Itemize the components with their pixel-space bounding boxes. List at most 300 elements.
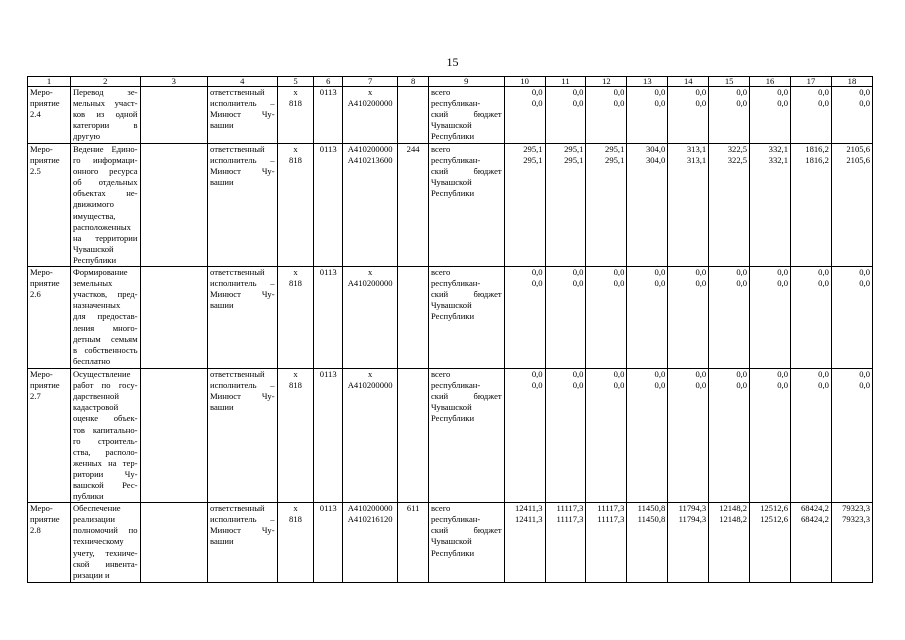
amount-value: 0,0 <box>859 369 870 380</box>
amount-value: 304,0 <box>645 155 666 166</box>
cell-line: Чувашской <box>430 300 472 311</box>
cell-line: Республики <box>430 188 475 199</box>
amount-cell <box>545 144 586 267</box>
amount-value: 0,0 <box>654 369 666 380</box>
cell-line: категории в <box>72 120 138 131</box>
amount-value: 11117,3 <box>556 503 584 514</box>
cell-line: ответственный <box>210 369 265 380</box>
amount-cell <box>504 144 545 267</box>
cell-line: Республики <box>430 311 475 322</box>
amount-value: 0,0 <box>777 267 788 278</box>
cell-line: ков из одной <box>72 109 138 120</box>
cell-line: онного ресурса <box>72 166 138 177</box>
activity-id-cell <box>28 369 71 503</box>
section-cell <box>314 503 343 583</box>
cell-line: всего <box>430 267 451 278</box>
cell-line: республикан- <box>430 278 481 289</box>
activity-id-cell <box>28 87 71 144</box>
cell-line: дарственной <box>72 391 119 402</box>
amount-value: 12148,2 <box>719 514 748 525</box>
cell-line: исполнитель – <box>210 155 275 166</box>
amount-value: 0,0 <box>818 369 829 380</box>
column-number-header <box>28 77 873 87</box>
cell-line: имущества, <box>72 210 116 221</box>
cell-line: Меро- <box>30 503 53 514</box>
amount-value: 0,0 <box>736 87 748 97</box>
amount-cell <box>504 503 545 583</box>
amount-value: 295,1 <box>564 144 584 154</box>
amount-value: 0,0 <box>572 98 584 109</box>
cell-line: 2.5 <box>30 166 41 177</box>
cell-line: вашской Рес- <box>72 479 138 490</box>
cell-line: ответственный <box>210 267 265 278</box>
cell-line: Меро- <box>30 369 53 380</box>
cell-line: x <box>293 267 298 278</box>
cell-line: ский бюджет <box>430 109 502 120</box>
amount-value: 0,0 <box>572 87 584 97</box>
funding-source-cell <box>428 87 504 144</box>
cell-line: 818 <box>289 98 302 109</box>
cell-line: ский бюджет <box>430 525 502 536</box>
amount-value: 79323,3 <box>842 514 870 525</box>
amount-value: 12148,2 <box>719 503 748 514</box>
cell-line: реализации <box>72 514 115 525</box>
amount-value: 332,1 <box>768 155 788 166</box>
code-cell <box>277 369 314 503</box>
cell-line: детным семьям <box>72 333 138 344</box>
cell-line: республикан- <box>430 380 481 391</box>
amount-value: 0,0 <box>818 278 829 289</box>
activity-name-cell <box>70 267 140 369</box>
cell-line: 0113 <box>319 267 337 278</box>
cell-line: Меро- <box>30 144 53 154</box>
amount-value: 0,0 <box>736 369 748 380</box>
table-row <box>28 503 873 583</box>
cell-line: кадастровой <box>72 402 119 413</box>
amount-value: 295,1 <box>523 144 543 154</box>
cell-line: ритории Чу- <box>72 468 138 479</box>
header-cell: 13 <box>627 77 668 87</box>
amount-value: 0,0 <box>572 380 584 391</box>
amount-cell <box>627 369 668 503</box>
amount-cell <box>831 369 872 503</box>
amount-cell <box>750 87 791 144</box>
target-article-cell <box>343 87 398 144</box>
amount-value: 0,0 <box>531 98 543 109</box>
header-cell: 10 <box>504 77 545 87</box>
amount-value: 0,0 <box>777 87 788 97</box>
amount-cell <box>627 503 668 583</box>
cell-line: приятие <box>30 98 60 109</box>
target-article-cell <box>343 267 398 369</box>
section-cell <box>314 369 343 503</box>
amount-value: 2105,6 <box>846 144 870 154</box>
amount-value: 0,0 <box>859 380 870 391</box>
cell-line: Чувашской <box>430 177 472 188</box>
amount-value: 0,0 <box>531 87 543 97</box>
cell-line: А410200000 <box>347 380 393 391</box>
amount-value: 0,0 <box>859 267 870 278</box>
cell-line: приятие <box>30 278 60 289</box>
amount-cell <box>545 369 586 503</box>
amount-value: 68424,2 <box>800 514 829 525</box>
cell-line: Республики <box>430 413 475 424</box>
cell-line: вашии <box>210 120 234 131</box>
cell-line: 2.4 <box>30 109 41 120</box>
amount-cell <box>586 267 627 369</box>
amount-value: 11117,3 <box>597 514 625 525</box>
amount-cell <box>545 87 586 144</box>
section-cell <box>314 144 343 267</box>
amount-value: 0,0 <box>531 267 543 278</box>
cell-line: 2.6 <box>30 289 41 300</box>
cell-line: Минюст Чу- <box>210 289 275 300</box>
cell-line: всего <box>430 144 451 154</box>
cell-line: приятие <box>30 380 60 391</box>
amount-value: 322,5 <box>727 155 748 166</box>
activity-id-cell <box>28 267 71 369</box>
amount-value: 11450,8 <box>637 503 666 514</box>
header-cell: 15 <box>709 77 750 87</box>
funding-source-cell <box>428 267 504 369</box>
funding-source-cell <box>428 144 504 267</box>
amount-value: 0,0 <box>613 278 625 289</box>
cell-line: мельных участ- <box>72 98 138 109</box>
cell-line: Республики <box>430 131 475 142</box>
executor-cell <box>208 503 278 583</box>
executor-cell <box>208 369 278 503</box>
cell-line: учету, техниче- <box>72 547 138 558</box>
expense-type-cell <box>398 144 429 267</box>
section-cell <box>314 87 343 144</box>
amount-cell <box>831 144 872 267</box>
amount-cell <box>586 87 627 144</box>
empty-cell <box>140 267 208 369</box>
cell-line: 818 <box>289 278 302 289</box>
cell-line: ской инвента- <box>72 558 138 569</box>
amount-cell <box>750 144 791 267</box>
amount-value: 0,0 <box>654 87 666 97</box>
amount-cell <box>791 503 832 583</box>
cell-line: на территории <box>72 232 138 243</box>
amount-cell <box>709 503 750 583</box>
amount-value: 0,0 <box>531 278 543 289</box>
cell-line: 611 <box>406 503 420 514</box>
cell-line: республикан- <box>430 155 481 166</box>
cell-line: ризации и <box>72 569 110 580</box>
amount-value: 0,0 <box>859 98 870 109</box>
activity-id-cell <box>28 503 71 583</box>
amount-value: 12411,3 <box>514 503 543 514</box>
cell-line: Формирование <box>72 267 128 278</box>
amount-value: 0,0 <box>531 380 543 391</box>
cell-line: Чувашской <box>430 536 472 547</box>
header-cell: 3 <box>140 77 208 87</box>
amount-value: 0,0 <box>736 98 748 109</box>
cell-line: го строитель- <box>72 435 138 446</box>
cell-line: Ведение Едино- <box>72 144 138 154</box>
cell-line: исполнитель – <box>210 278 275 289</box>
header-cell: 14 <box>668 77 709 87</box>
amount-cell <box>831 503 872 583</box>
cell-line: работ по госу- <box>72 380 138 391</box>
table-row <box>28 369 873 503</box>
amount-cell <box>504 267 545 369</box>
amount-value: 1816,2 <box>805 155 829 166</box>
header-cell: 16 <box>750 77 791 87</box>
header-cell: 9 <box>428 77 504 87</box>
cell-line: Минюст Чу- <box>210 391 275 402</box>
cell-line: объектах не- <box>72 188 138 199</box>
cell-line: А410216120 <box>347 514 393 525</box>
cell-line: ский бюджет <box>430 391 502 402</box>
cell-line: движимого <box>72 199 114 210</box>
cell-line: бесплатно <box>72 355 111 366</box>
amount-value: 0,0 <box>777 369 788 380</box>
amount-value: 313,1 <box>686 155 707 166</box>
amount-value: 0,0 <box>777 380 788 391</box>
funding-source-cell <box>428 369 504 503</box>
cell-line: тов капитально- <box>72 424 138 435</box>
amount-value: 0,0 <box>818 267 829 278</box>
amount-cell <box>586 144 627 267</box>
cell-line: Республики <box>430 547 475 558</box>
target-article-cell <box>343 144 398 267</box>
cell-line: 818 <box>289 155 302 166</box>
cell-line: го информаци- <box>72 155 138 166</box>
cell-line: всего <box>430 503 451 514</box>
cell-line: 818 <box>289 380 302 391</box>
table-row <box>28 144 873 267</box>
cell-line: x <box>368 369 373 380</box>
activity-id-cell <box>28 144 71 267</box>
amount-value: 0,0 <box>695 267 707 278</box>
amount-cell <box>791 87 832 144</box>
header-cell: 17 <box>791 77 832 87</box>
amount-value: 313,1 <box>686 144 707 154</box>
header-cell: 12 <box>586 77 627 87</box>
cell-line: всего <box>430 87 451 97</box>
amount-cell <box>831 267 872 369</box>
cell-line: Минюст Чу- <box>210 109 275 120</box>
amount-value: 0,0 <box>818 380 829 391</box>
amount-cell <box>504 369 545 503</box>
amount-cell <box>750 369 791 503</box>
cell-line: для предостав- <box>72 311 138 322</box>
cell-line: женных на тер- <box>72 457 138 468</box>
cell-line: ответственный <box>210 503 265 514</box>
cell-line: x <box>368 267 373 278</box>
header-cell: 18 <box>831 77 872 87</box>
cell-line: вашии <box>210 177 234 188</box>
empty-cell <box>140 144 208 267</box>
amount-cell <box>831 87 872 144</box>
amount-cell <box>586 369 627 503</box>
amount-cell <box>709 144 750 267</box>
amount-cell <box>668 267 709 369</box>
cell-line: земельных <box>72 278 113 289</box>
cell-line: Меро- <box>30 87 53 97</box>
amount-cell <box>791 369 832 503</box>
amount-cell <box>791 144 832 267</box>
budget-table <box>27 76 873 583</box>
cell-line: оценке объек- <box>72 413 138 424</box>
amount-value: 12411,3 <box>514 514 543 525</box>
amount-value: 295,1 <box>564 155 584 166</box>
activity-name-cell <box>70 87 140 144</box>
cell-line: Минюст Чу- <box>210 525 275 536</box>
activity-name-cell <box>70 369 140 503</box>
amount-value: 79323,3 <box>842 503 870 514</box>
amount-value: 0,0 <box>736 380 748 391</box>
executor-cell <box>208 267 278 369</box>
expense-type-cell <box>398 369 429 503</box>
cell-line: Чувашской <box>430 402 472 413</box>
cell-line: полномочий по <box>72 525 138 536</box>
header-cell: 11 <box>545 77 586 87</box>
cell-line: 2.8 <box>30 525 41 536</box>
cell-line: Республики <box>72 254 117 265</box>
amount-cell <box>668 87 709 144</box>
cell-line: ский бюджет <box>430 289 502 300</box>
amount-value: 0,0 <box>818 87 829 97</box>
amount-value: 0,0 <box>654 380 666 391</box>
amount-value: 0,0 <box>695 98 707 109</box>
cell-line: Минюст Чу- <box>210 166 275 177</box>
table-row <box>28 87 873 144</box>
cell-line: А410213600 <box>347 155 393 166</box>
cell-line: x <box>368 87 373 97</box>
amount-value: 332,1 <box>768 144 788 154</box>
cell-line: расположенных <box>72 221 131 232</box>
code-cell <box>277 267 314 369</box>
amount-value: 0,0 <box>654 267 666 278</box>
amount-value: 2105,6 <box>846 155 870 166</box>
amount-value: 304,0 <box>645 144 666 154</box>
code-cell <box>277 503 314 583</box>
amount-value: 0,0 <box>818 98 829 109</box>
amount-value: 0,0 <box>572 369 584 380</box>
amount-value: 11794,3 <box>678 503 707 514</box>
cell-line: 244 <box>406 144 420 154</box>
amount-value: 295,1 <box>605 155 625 166</box>
amount-value: 295,1 <box>605 144 625 154</box>
header-cell: 8 <box>398 77 429 87</box>
cell-line: вашии <box>210 300 234 311</box>
cell-line: участков, пред- <box>72 289 138 300</box>
cell-line: Чувашской <box>430 120 472 131</box>
amount-value: 0,0 <box>613 267 625 278</box>
cell-line: техническому <box>72 536 124 547</box>
cell-line: вашии <box>210 536 234 547</box>
expense-type-cell <box>398 267 429 369</box>
cell-line: А410200000 <box>347 503 393 514</box>
amount-cell <box>750 503 791 583</box>
amount-value: 12512,6 <box>760 503 788 514</box>
amount-value: 0,0 <box>695 87 707 97</box>
amount-value: 0,0 <box>736 278 748 289</box>
cell-line: Осуществление <box>72 369 131 380</box>
cell-line: приятие <box>30 155 60 166</box>
funding-source-cell <box>428 503 504 583</box>
cell-line: Меро- <box>30 267 53 278</box>
amount-value: 11117,3 <box>556 514 584 525</box>
amount-value: 0,0 <box>572 278 584 289</box>
cell-line: 0113 <box>319 144 337 154</box>
amount-value: 0,0 <box>654 98 666 109</box>
amount-cell <box>586 503 627 583</box>
cell-line: исполнитель – <box>210 98 275 109</box>
amount-value: 0,0 <box>613 380 625 391</box>
cell-line: Обеспечение <box>72 503 121 514</box>
cell-line: ответственный <box>210 144 265 154</box>
cell-line: 2.7 <box>30 391 41 402</box>
cell-line: ский бюджет <box>430 166 502 177</box>
cell-line: ответственный <box>210 87 265 97</box>
cell-line: республикан- <box>430 514 481 525</box>
cell-line: об отдельных <box>72 177 138 188</box>
cell-line: А410200000 <box>347 144 393 154</box>
amount-cell <box>627 87 668 144</box>
executor-cell <box>208 144 278 267</box>
amount-cell <box>545 267 586 369</box>
amount-value: 0,0 <box>654 278 666 289</box>
empty-cell <box>140 87 208 144</box>
code-cell <box>277 144 314 267</box>
cell-line: А410200000 <box>347 278 393 289</box>
amount-value: 11450,8 <box>637 514 666 525</box>
empty-cell <box>140 369 208 503</box>
amount-value: 0,0 <box>777 278 788 289</box>
amount-value: 0,0 <box>613 98 625 109</box>
amount-cell <box>627 144 668 267</box>
amount-value: 12512,6 <box>760 514 788 525</box>
amount-value: 0,0 <box>531 369 543 380</box>
cell-line: x <box>293 144 298 154</box>
target-article-cell <box>343 369 398 503</box>
cell-line: А410200000 <box>347 98 393 109</box>
cell-line: 818 <box>289 514 302 525</box>
cell-line: 0113 <box>319 369 337 380</box>
amount-value: 0,0 <box>777 98 788 109</box>
header-cell: 7 <box>343 77 398 87</box>
amount-value: 68424,2 <box>800 503 829 514</box>
amount-cell <box>709 87 750 144</box>
amount-cell <box>668 144 709 267</box>
amount-cell <box>668 503 709 583</box>
table-row <box>28 267 873 369</box>
cell-line: x <box>293 369 298 380</box>
header-cell: 5 <box>277 77 314 87</box>
amount-value: 0,0 <box>695 369 707 380</box>
cell-line: другую <box>72 131 101 142</box>
amount-value: 1816,2 <box>805 144 829 154</box>
amount-value: 0,0 <box>736 267 748 278</box>
amount-cell <box>750 267 791 369</box>
cell-line: 0113 <box>319 87 337 97</box>
executor-cell <box>208 87 278 144</box>
amount-cell <box>545 503 586 583</box>
cell-line: исполнитель – <box>210 514 275 525</box>
amount-value: 0,0 <box>695 278 707 289</box>
cell-line: республикан- <box>430 98 481 109</box>
cell-line: всего <box>430 369 451 380</box>
cell-line: ления много- <box>72 322 138 333</box>
cell-line: x <box>293 87 298 97</box>
section-cell <box>314 267 343 369</box>
activity-name-cell <box>70 144 140 267</box>
cell-line: 0113 <box>319 503 337 514</box>
